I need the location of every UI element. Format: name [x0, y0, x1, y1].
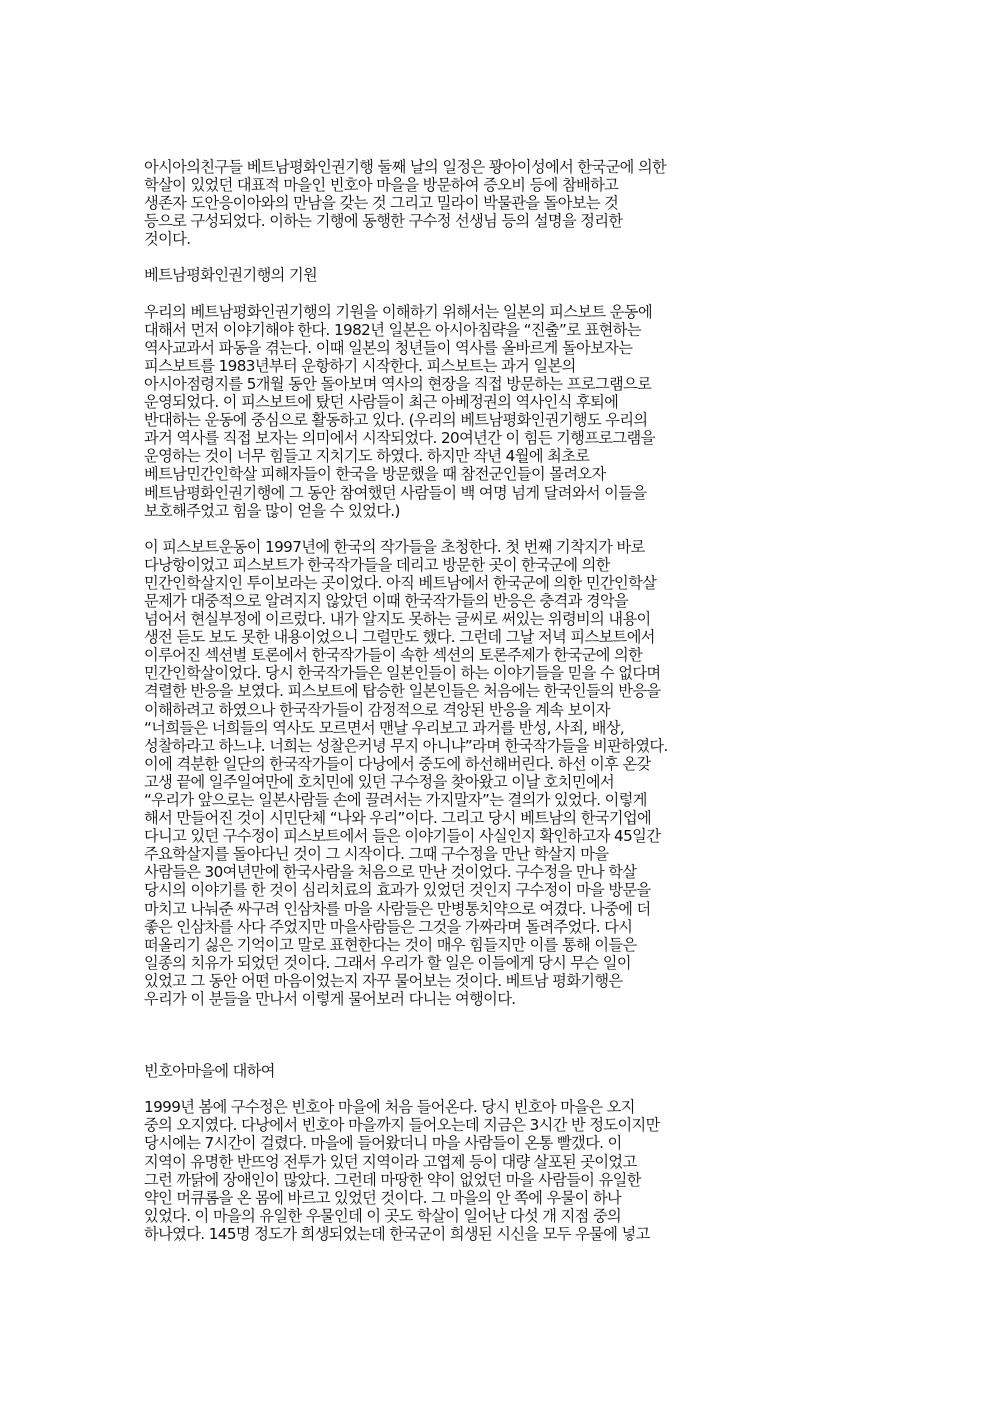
text-line: 생전 듣도 보도 못한 내용이었으니 그럴만도 했다. 그런데 그날 저녁 피스보트에서 — [144, 628, 655, 647]
text-line: 것이다. — [144, 230, 191, 249]
text-line: 이루어진 섹션별 토론에서 한국작가들이 속한 섹션의 토론주제가 한국군에 의한 — [144, 646, 643, 665]
text-line: 우리의 베트남평화인권기행의 기원을 이해하기 위해서는 일본의 피스보트 운동에 — [144, 302, 653, 321]
text-line: 있었고 그 동안 어떤 마음이었는지 자꾸 물어보는 것이다. 베트남 평화기행은 — [144, 971, 623, 990]
text-line: 격렬한 반응을 보였다. 피스보트에 탑승한 일본인들은 처음에는 한국인들의 반응을 — [144, 682, 661, 701]
text-line: 과거 역사를 직접 보자는 의미에서 시작되었다. 20여년간 이 힘든 기행프로그램을 — [144, 429, 655, 448]
text-line: 민간인학살이었다. 당시 한국작가들은 일본인들이 하는 이야기들을 믿을 수 없다며 — [144, 664, 661, 683]
text-line: 좋은 인삼차를 사다 주었지만 마을사람들은 그것을 가짜라며 돌려주었다. 다시 — [144, 917, 633, 936]
text-line: “우리가 앞으로는 일본사람들 손에 끌려서는 가지말자”는 결의가 있었다. 이렇게 — [144, 791, 647, 809]
text-line: 베트남평화인권기행에 그 동안 참여했던 사람들이 백 여명 넘게 달려와서 이들을 — [144, 483, 647, 502]
text-line: “너희들은 너희들의 역사도 모르면서 맨날 우리보고 과거를 반성, 사죄, 배상, — [144, 718, 625, 737]
text-line: 하나였다. 145명 정도가 희생되었는데 한국군이 희생된 시신을 모두 우물에 넣고 — [144, 1224, 650, 1243]
text-line: 운영하는 것이 너무 힘들고 지치기도 하였다. 하지만 작년 4월에 최초로 — [144, 447, 590, 466]
text-line: 반대하는 운동에 중심으로 활동하고 있다. (우리의 베트남평화인권기행도 우리의 — [144, 411, 648, 430]
text-line: 피스보트를 1983년부터 운항하기 시작한다. 피스보트는 과거 일본의 — [144, 356, 576, 375]
text-line: 베트남민간인학살 피해자들이 한국을 방문했을 때 참전군인들이 몰려오자 — [144, 465, 606, 484]
text-line: 주요학살지를 돌아다닌 것이 그 시작이다. 그때 구수정을 만난 학살지 마을 — [144, 845, 609, 864]
text-line: 대해서 먼저 이야기해야 한다. 1982년 일본은 아시아침략을 “진출”로 표현하는 — [144, 320, 641, 339]
intro-paragraph — [144, 158, 856, 248]
text-line: 사람들은 30여년만에 한국사람을 처음으로 만난 것이었다. 구수정을 만나 학살 — [144, 863, 637, 882]
text-line: 아시아의친구들 베트남평화인권기행 둘째 날의 일정은 꽝아이성에서 한국군에 의한 — [144, 158, 667, 176]
document-page — [144, 158, 856, 1243]
binhhoa-paragraph-1 — [144, 1098, 856, 1243]
text-line: 일종의 치유가 되었던 것이다. 그래서 우리가 할 일은 이들에게 당시 무슨 일이 — [144, 953, 631, 972]
text-line: 이에 격분한 일단의 한국작가들이 다낭에서 중도에 하선해버린다. 하선 이후 온갖 — [144, 754, 651, 773]
text-line: 약인 머큐롬을 온 몸에 바르고 있었던 것이다. 그 마을의 안 쪽에 우물이 하나 — [144, 1188, 622, 1207]
text-line: 문제가 대중적으로 알려지지 않았던 이때 한국작가들의 반응은 충격과 경악을 — [144, 591, 629, 610]
text-line: 우리가 이 분들을 만나서 이렇게 물어보러 다니는 여행이다. — [144, 990, 516, 1009]
text-line: 보호해주었고 힘을 많이 얻을 수 있었다.) — [144, 501, 400, 520]
text-line: 1999년 봄에 구수정은 빈호아 마을에 처음 들어온다. 당시 빈호아 마을은 오지 — [144, 1098, 635, 1117]
text-line: 지역이 유명한 반뜨엉 전투가 있던 지역이라 고엽제 등이 대량 살포된 곳이었고 — [144, 1152, 637, 1171]
text-line: 학살이 있었던 대표적 마을인 빈호아 마을을 방문하여 증오비 등에 참배하고 — [144, 176, 619, 195]
section-heading-binhhoa: 빈호아마을에 대하여 — [144, 1062, 275, 1081]
text-line: 당시에는 7시간이 걸렸다. 마을에 들어왔더니 마을 사람들이 온통 빨갰다. 이 — [144, 1134, 622, 1153]
text-line: 넘어서 현실부정에 이르렀다. 내가 알지도 못하는 글씨로 써있는 위령비의 내용이 — [144, 610, 651, 629]
text-line: 그런 까닭에 장애인이 많았다. 그런데 마땅한 약이 없었던 마을 사람들이 유일한 — [144, 1170, 641, 1189]
text-line: 아시아점령지를 5개월 동안 돌아보며 역사의 현장을 직접 방문하는 프로그램으로 — [144, 374, 652, 393]
text-line: 다니고 있던 구수정이 피스보트에서 들은 이야기들이 사실인지 확인하고자 45일간 — [144, 827, 661, 846]
text-line: 운영되었다. 이 피스보트에 탔던 사람들이 최근 아베정권의 역사인식 후퇴에 — [144, 393, 619, 412]
text-line: 고생 끝에 일주일여만에 호치민에 있던 구수정을 찾아왔고 이날 호치민에서 — [144, 772, 615, 791]
text-line: 당시의 이야기를 한 것이 심리치료의 효과가 있었던 것인지 구수정이 마을 방문을 — [144, 881, 651, 900]
origin-paragraph-2 — [144, 538, 856, 1008]
text-line: 등으로 구성되었다. 이하는 기행에 동행한 구수정 선생님 등의 설명을 정리한 — [144, 212, 623, 231]
text-line: 다낭항이었고 피스보트가 한국작가들을 데리고 방문한 곳이 한국군에 의한 — [144, 555, 610, 574]
text-line: 중의 오지였다. 다낭에서 빈호아 마을까지 들어오는데 지금은 3시간 반 정도이지만 — [144, 1116, 660, 1135]
text-line: 있었다. 이 마을의 유일한 우물인데 이 곳도 학살이 일어난 다섯 개 지점 중의 — [144, 1206, 622, 1225]
text-line: 해서 만들어진 것이 시민단체 “나와 우리”이다. 그리고 당시 베트남의 한국기업에 — [144, 809, 652, 828]
origin-paragraph-1 — [144, 303, 856, 520]
text-line: 생존자 도안응이아와의 만남을 갖는 것 그리고 밀라이 박물관을 돌아보는 것 — [144, 194, 619, 213]
text-line: 이해하려고 하였으나 한국작가들이 감정적으로 격앙된 반응을 계속 보이자 — [144, 700, 610, 719]
text-line: 민간인학살지인 투이보라는 곳이었다. 아직 베트남에서 한국군에 의한 민간인학살 — [144, 573, 657, 592]
text-line: 성찰하라고 하느냐. 너희는 성찰은커녕 무지 아니냐”라며 한국작가들을 비판하였다. — [144, 736, 668, 755]
text-line: 떠올리기 싫은 기억이고 말로 표현한다는 것이 매우 힘들지만 이를 통해 이들은 — [144, 935, 637, 954]
section-heading-origin: 베트남평화인권기행의 기원 — [144, 266, 318, 285]
text-line: 역사교과서 파동을 겪는다. 이때 일본의 청년들이 역사를 올바르게 돌아보자는 — [144, 338, 633, 357]
text-line: 이 피스보트운동이 1997년에 한국의 작가들을 초청한다. 첫 번째 기착지가 바로 — [144, 537, 645, 556]
text-line: 마치고 나눠준 싸구려 인삼차를 마을 사람들은 만병통치약으로 여겼다. 나중에 더 — [144, 899, 651, 918]
